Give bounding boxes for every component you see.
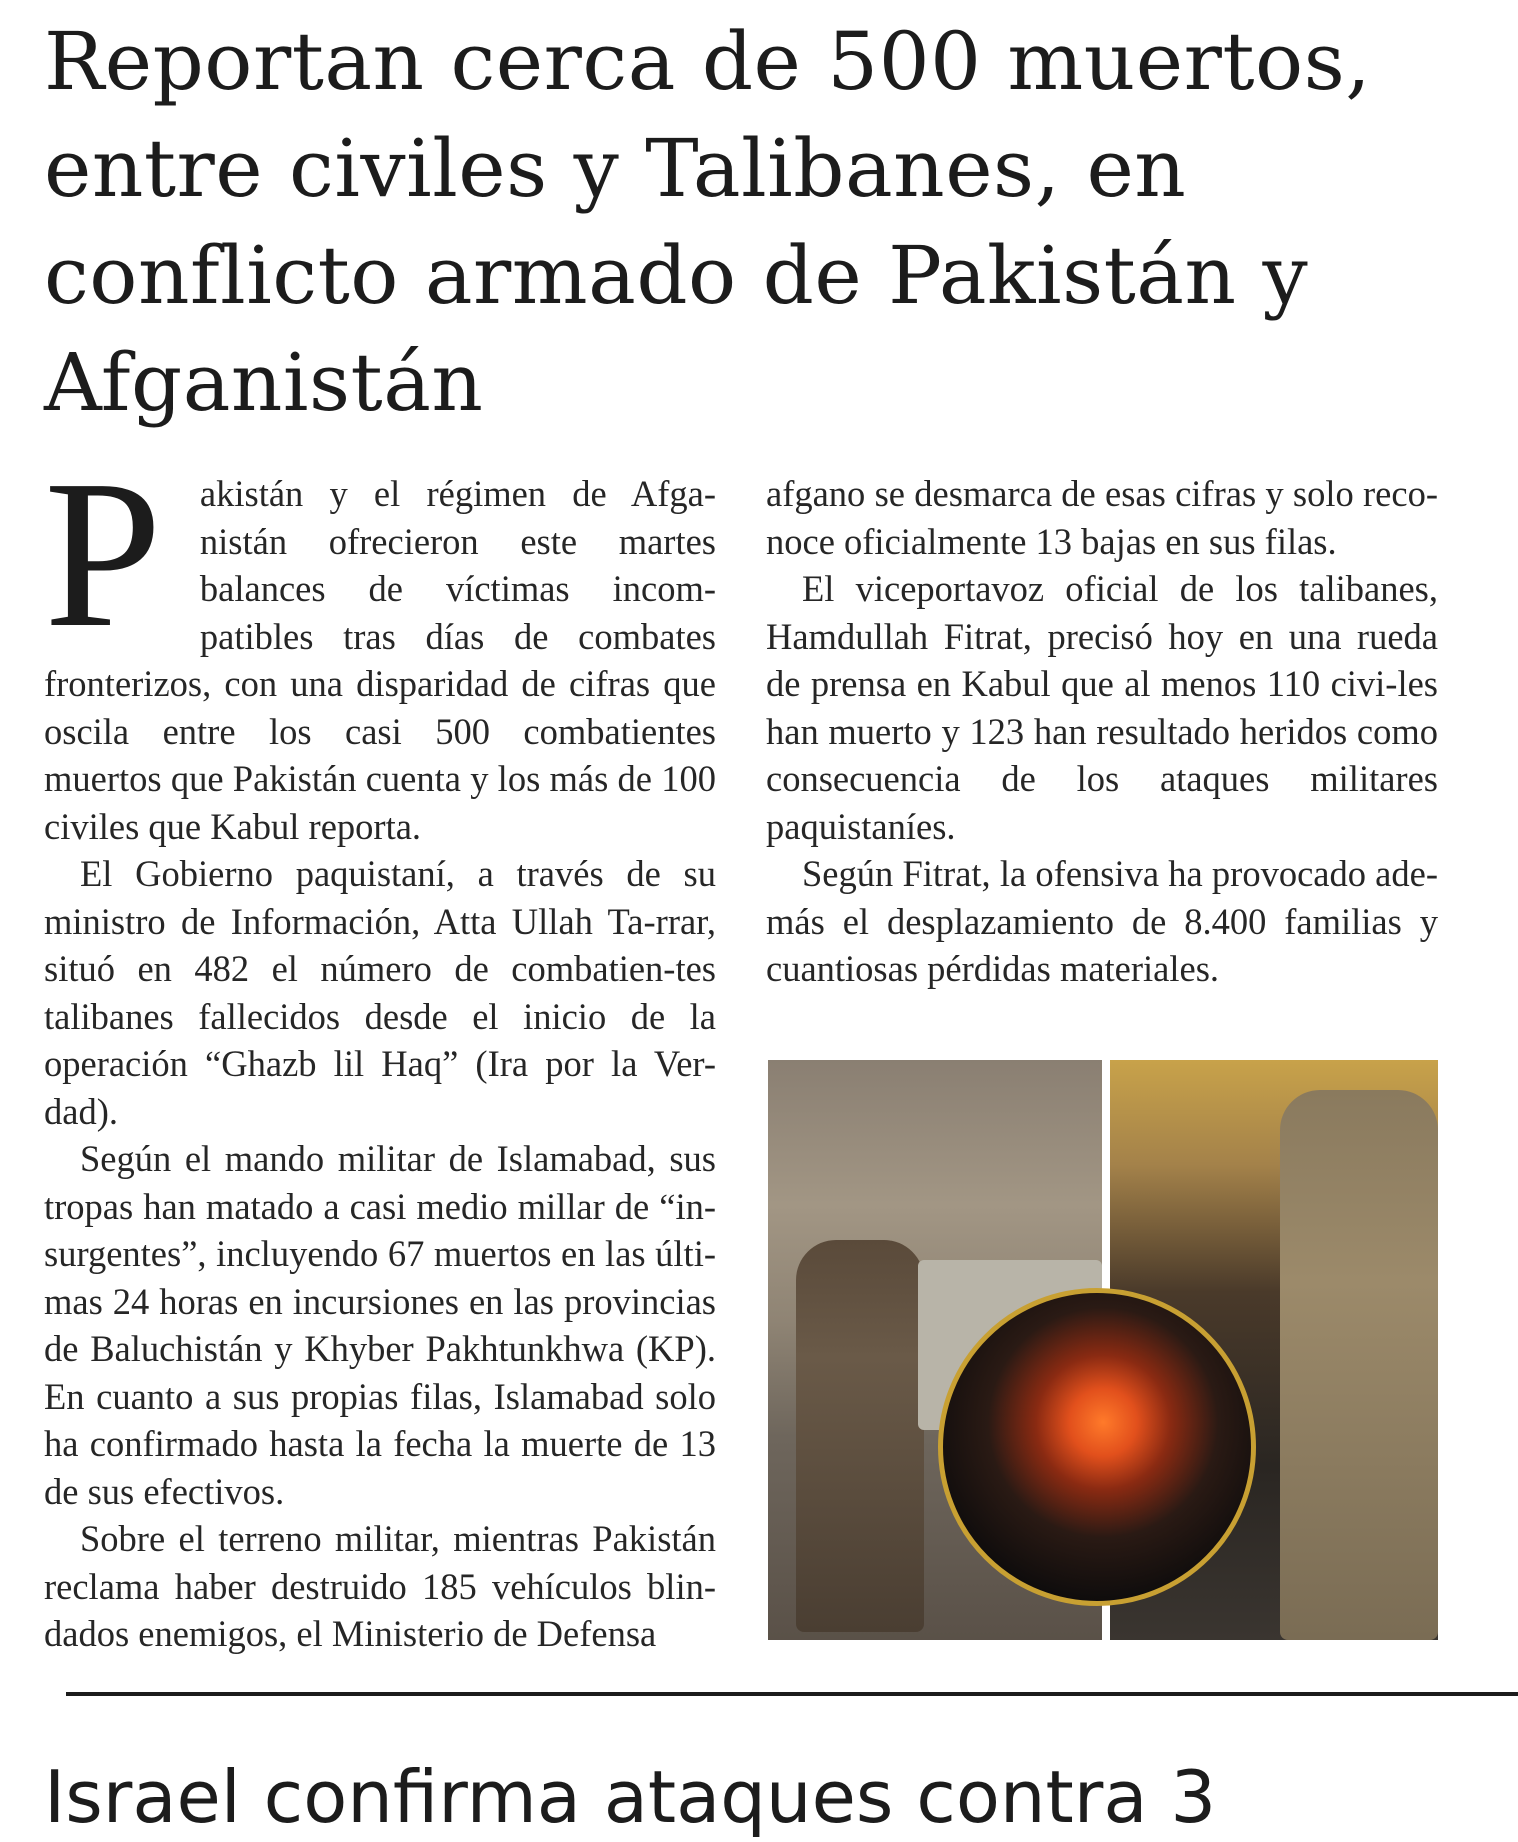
article-column-left bbox=[44, 436, 716, 1658]
article-headline: Reportan cerca de 500 muertos, entre civiles y Talibanes, en conflicto armado de Pakistán y Afganistán bbox=[44, 15, 1372, 429]
section-divider bbox=[66, 1692, 1518, 1696]
next-article-headline: Israel confirma ataques contra 3 bbox=[44, 1755, 1217, 1839]
drop-cap: P bbox=[44, 436, 162, 671]
article-paragraph: Según el mando militar de Islamabad, sus tropas han matado a casi medio millar de “in-surgentes”, incluyendo 67 muertos en las últi-mas 24 horas en incursiones en las provincias de Baluchistán y Khyber Pakhtunkhwa (KP). En cuanto a sus propias filas, Islamabad solo ha confirmado hasta la fecha la muerte de 13 de sus efectivos. bbox=[44, 1138, 716, 1512]
article-paragraph: afgano se desmarca de esas cifras y solo reco-noce oficialmente 13 bajas en sus filas. bbox=[766, 473, 1438, 562]
article-paragraph: Según Fitrat, la ofensiva ha provocado ade-más el desplazamiento de 8.400 familias y cuantiosas pérdidas materiales. bbox=[766, 853, 1438, 989]
article-column-right bbox=[766, 470, 1438, 993]
soldier-figure bbox=[1280, 1090, 1438, 1640]
photo-explosion-inset bbox=[938, 1288, 1256, 1606]
article-paragraph: El viceportavoz oficial de los talibanes, Hamdullah Fitrat, precisó hoy en una rueda de prensa en Kabul que al menos 110 civi-les han muerto y 123 han resultado heridos como consecuencia de los ataques militares paquistaníes. bbox=[766, 568, 1438, 847]
paragraph-text: akistán y el régimen de Afga-nistán ofrecieron este martes balances de víctimas incom-patibles tras días de combates fronterizos, con una disparidad de cifras que oscila entre los casi 500 combatientes muertos que Pakistán cuenta y los más de 100 civiles que Kabul reporta. bbox=[44, 473, 716, 847]
fighter-figure bbox=[796, 1240, 924, 1632]
article-paragraph: Sobre el terreno militar, mientras Pakistán reclama haber destruido 185 vehículos blin-dados enemigos, el Ministerio de Defensa bbox=[44, 1518, 716, 1654]
article-paragraph: El Gobierno paquistaní, a través de su ministro de Información, Atta Ullah Ta-rrar, situó en 482 el número de combatien-tes talibanes fallecidos desde el inicio de la operación “Ghazb lil Haq” (Ira por la Ver-dad). bbox=[44, 853, 716, 1132]
article-photo-collage bbox=[768, 1060, 1438, 1640]
article-paragraph bbox=[44, 436, 716, 850]
